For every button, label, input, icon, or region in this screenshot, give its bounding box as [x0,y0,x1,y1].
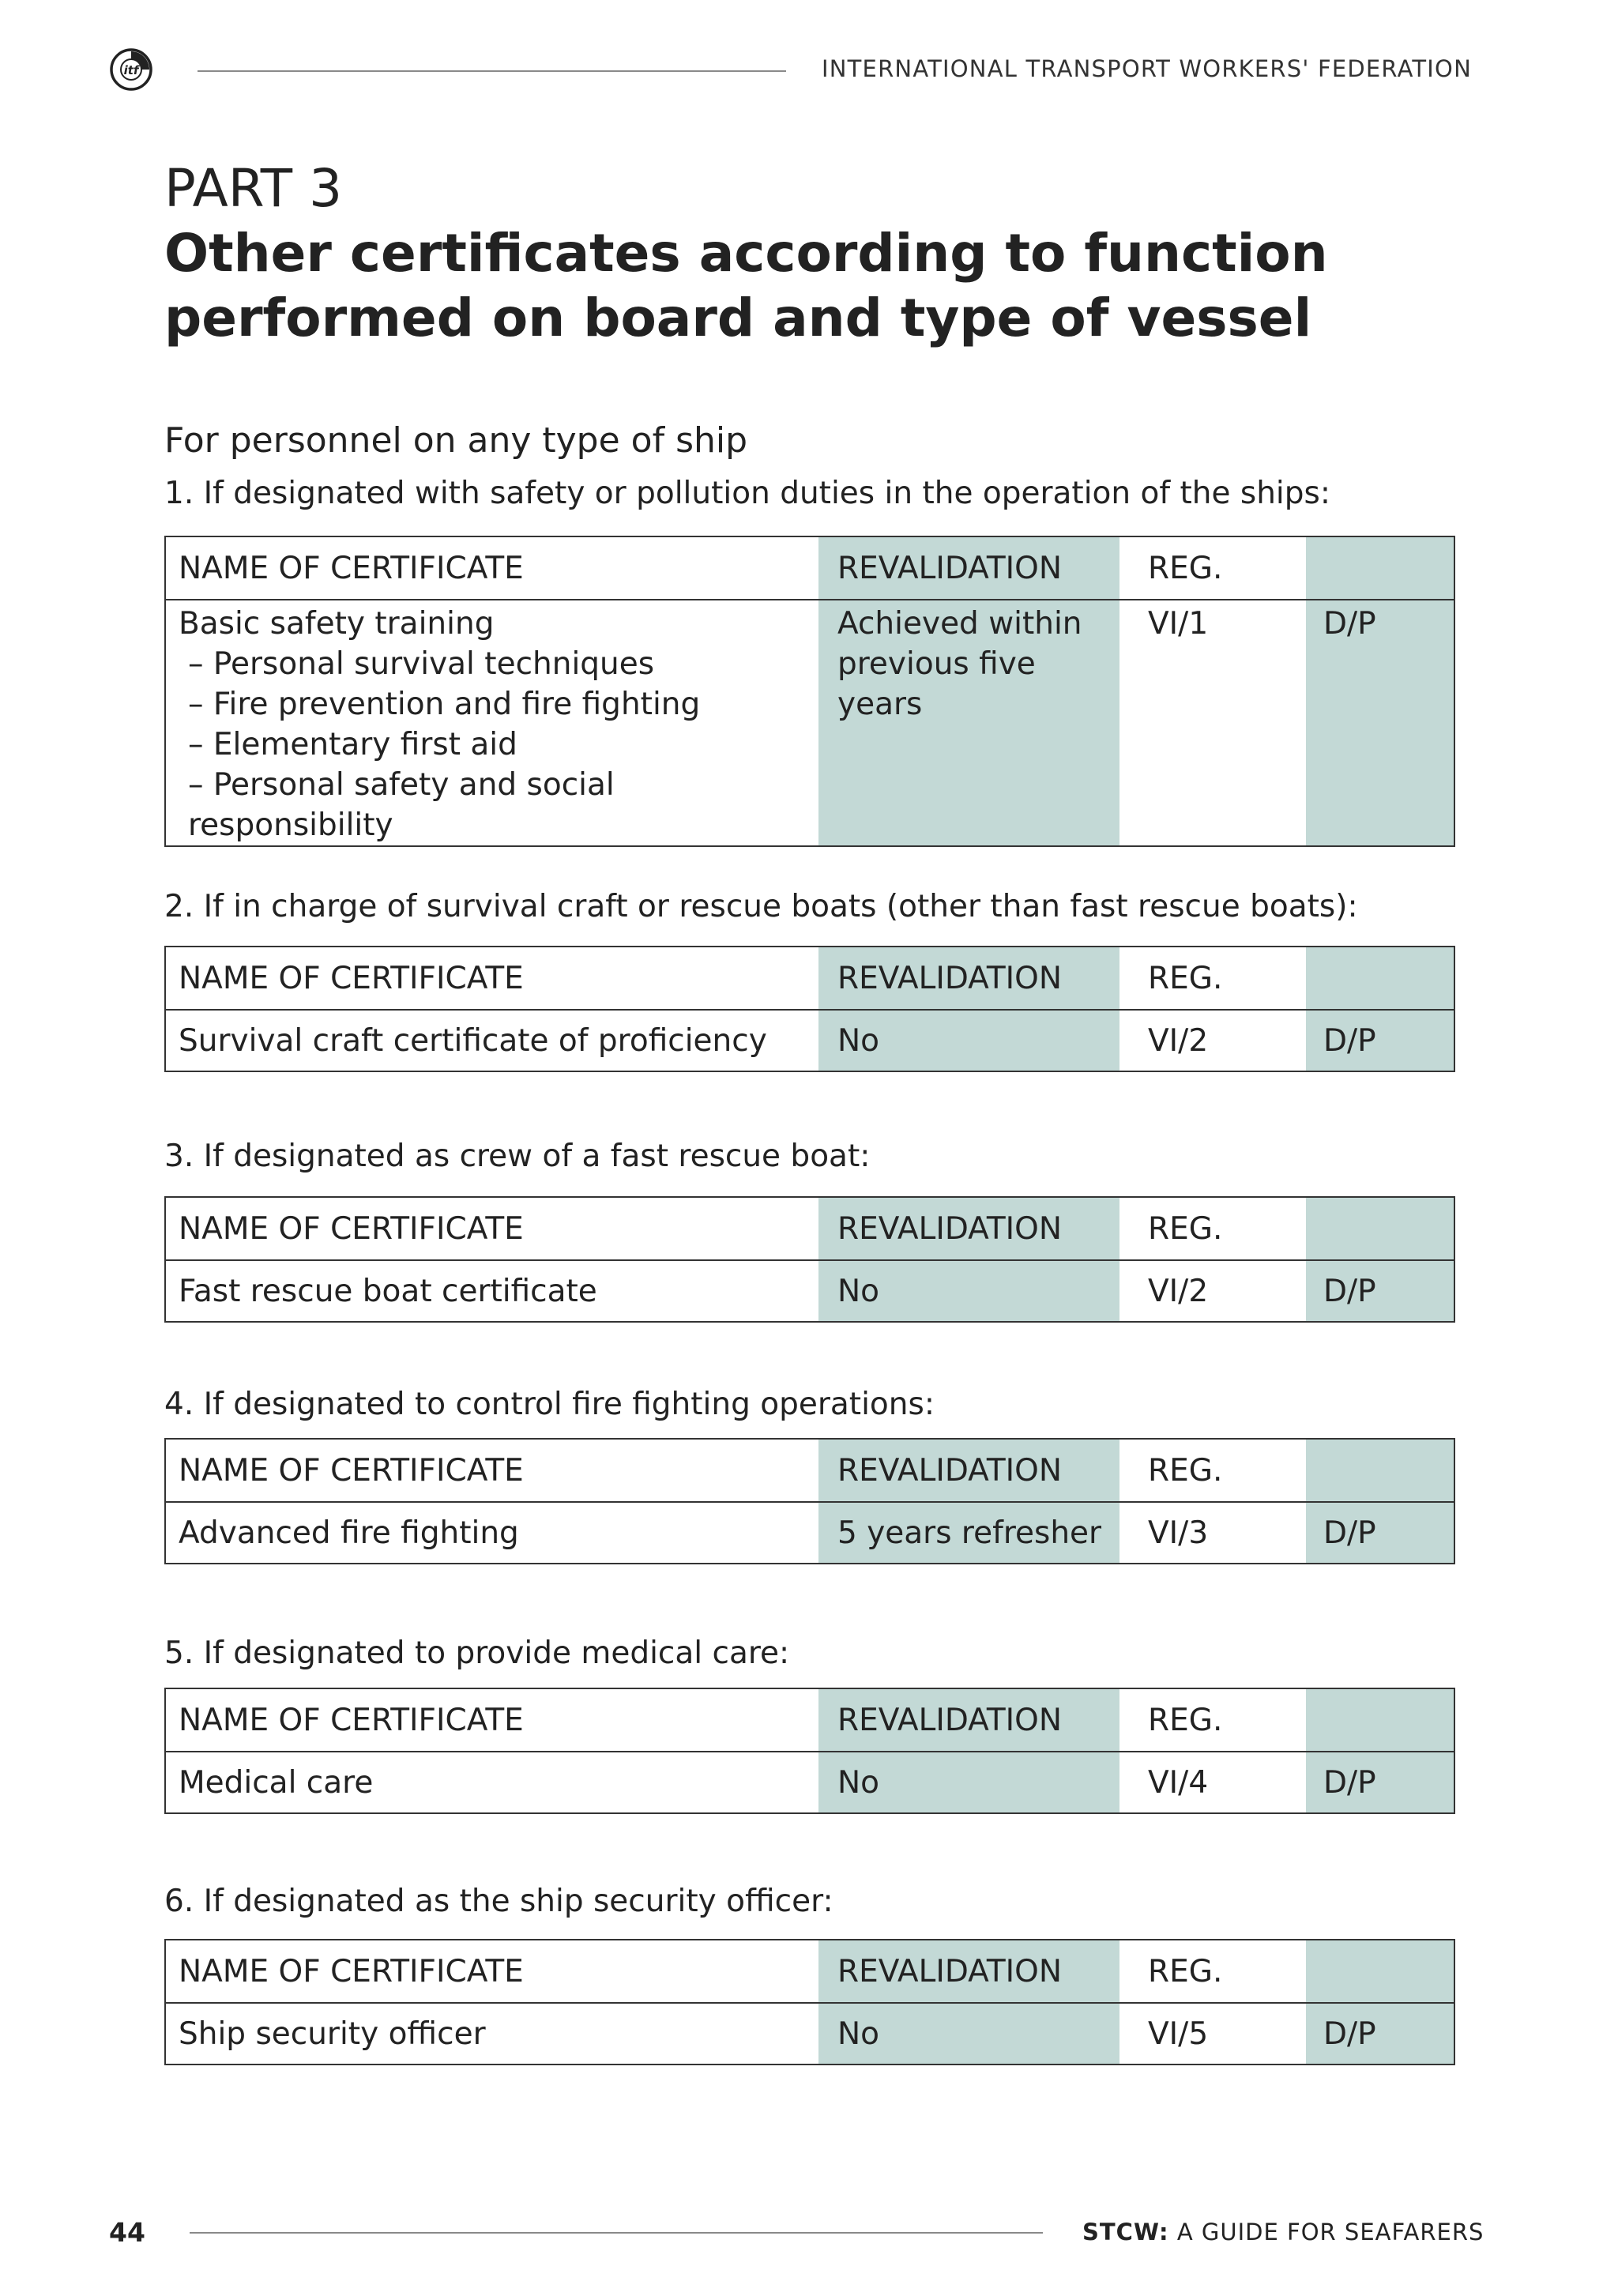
publication-title [1082,2219,1484,2245]
certificate-table [164,536,1455,847]
item-heading: 6. If designated as the ship security officer: [164,1884,833,1919]
column-header-revalidation: REVALIDATION [818,1439,1119,1502]
column-header-reg: REG. [1119,1688,1306,1752]
publication-title-rest: A GUIDE FOR SEAFARERS [1168,2219,1484,2245]
page-number: 44 [109,2217,145,2248]
sub-item: – Fire prevention and fire fighting [188,687,701,722]
column-header-name: NAME OF CERTIFICATE [165,1940,818,2003]
revalidation-cell: No [818,1260,1119,1322]
reg-cell: VI/2 [1119,1010,1306,1071]
column-header-name: NAME OF CERTIFICATE [165,1439,818,1502]
item-heading: 2. If in charge of survival craft or rescue boats (other than fast rescue boats): [164,889,1358,924]
part-title: PART 3 [164,158,343,219]
revalidation-cell: No [818,2003,1119,2065]
reg-cell: VI/2 [1119,1260,1306,1322]
column-header-revalidation: REVALIDATION [818,1688,1119,1752]
item-heading: 3. If designated as crew of a fast rescue boat: [164,1139,871,1174]
column-header-revalidation: REVALIDATION [818,947,1119,1010]
revalidation-cell: 5 years refresher [818,1502,1119,1564]
column-header-extra [1306,1688,1454,1752]
itf-logo-icon [109,47,153,92]
certificate-name: Fast rescue boat certificate [165,1260,818,1322]
column-header-name: NAME OF CERTIFICATE [165,1197,818,1260]
column-header-name: NAME OF CERTIFICATE [165,536,818,600]
certificate-table [164,946,1455,1072]
item-heading: 5. If designated to provide medical care: [164,1635,790,1671]
column-header-reg: REG. [1119,947,1306,1010]
column-header-name: NAME OF CERTIFICATE [165,947,818,1010]
dp-cell: D/P [1306,2003,1454,2065]
certificate-table [164,1688,1455,1814]
certificate-name: Ship security officer [165,2003,818,2065]
column-header-name: NAME OF CERTIFICATE [165,1688,818,1752]
column-header-extra [1306,1940,1454,2003]
item-heading: 4. If designated to control fire fighting operations: [164,1387,935,1422]
revalidation-cell: Achieved within previous five years [818,600,1119,846]
dp-cell: D/P [1306,1752,1454,1813]
column-header-extra [1306,536,1454,600]
sub-item: – Personal safety and social responsibility [188,767,615,843]
footer-divider [190,2232,1043,2234]
certificate-table [164,1438,1455,1564]
column-header-reg: REG. [1119,1197,1306,1260]
reg-cell: VI/3 [1119,1502,1306,1564]
sub-item: – Elementary first aid [188,727,517,762]
reg-cell: VI/5 [1119,2003,1306,2065]
certificate-name: Survival craft certificate of proficiency [165,1010,818,1071]
part-subtitle: Other certificates according to function performed on board and type of vessel [164,223,1328,348]
certificate-name: Advanced fire fighting [165,1502,818,1564]
section-heading: For personnel on any type of ship [164,420,748,461]
column-header-extra [1306,1197,1454,1260]
dp-cell: D/P [1306,1502,1454,1564]
column-header-extra [1306,1439,1454,1502]
sub-item: – Personal survival techniques [188,646,655,682]
dp-cell: D/P [1306,600,1454,846]
column-header-revalidation: REVALIDATION [818,1197,1119,1260]
column-header-reg: REG. [1119,536,1306,600]
certificate-table [164,1939,1455,2065]
column-header-revalidation: REVALIDATION [818,536,1119,600]
dp-cell: D/P [1306,1260,1454,1322]
reg-cell: VI/4 [1119,1752,1306,1813]
column-header-reg: REG. [1119,1940,1306,2003]
organization-name: INTERNATIONAL TRANSPORT WORKERS' FEDERATION [822,55,1472,82]
dp-cell: D/P [1306,1010,1454,1071]
certificate-table [164,1196,1455,1323]
column-header-extra [1306,947,1454,1010]
certificate-name: Medical care [165,1752,818,1813]
revalidation-cell: No [818,1010,1119,1071]
certificate-name: Basic safety training [179,606,495,642]
column-header-reg: REG. [1119,1439,1306,1502]
certificate-name-cell [165,600,818,846]
svg-text:itf: itf [123,63,139,77]
revalidation-cell: No [818,1752,1119,1813]
publication-title-bold: STCW: [1082,2219,1169,2245]
header-divider [198,70,786,72]
reg-cell: VI/1 [1119,600,1306,846]
item-heading: 1. If designated with safety or pollution duties in the operation of the ships: [164,476,1330,511]
column-header-revalidation: REVALIDATION [818,1940,1119,2003]
